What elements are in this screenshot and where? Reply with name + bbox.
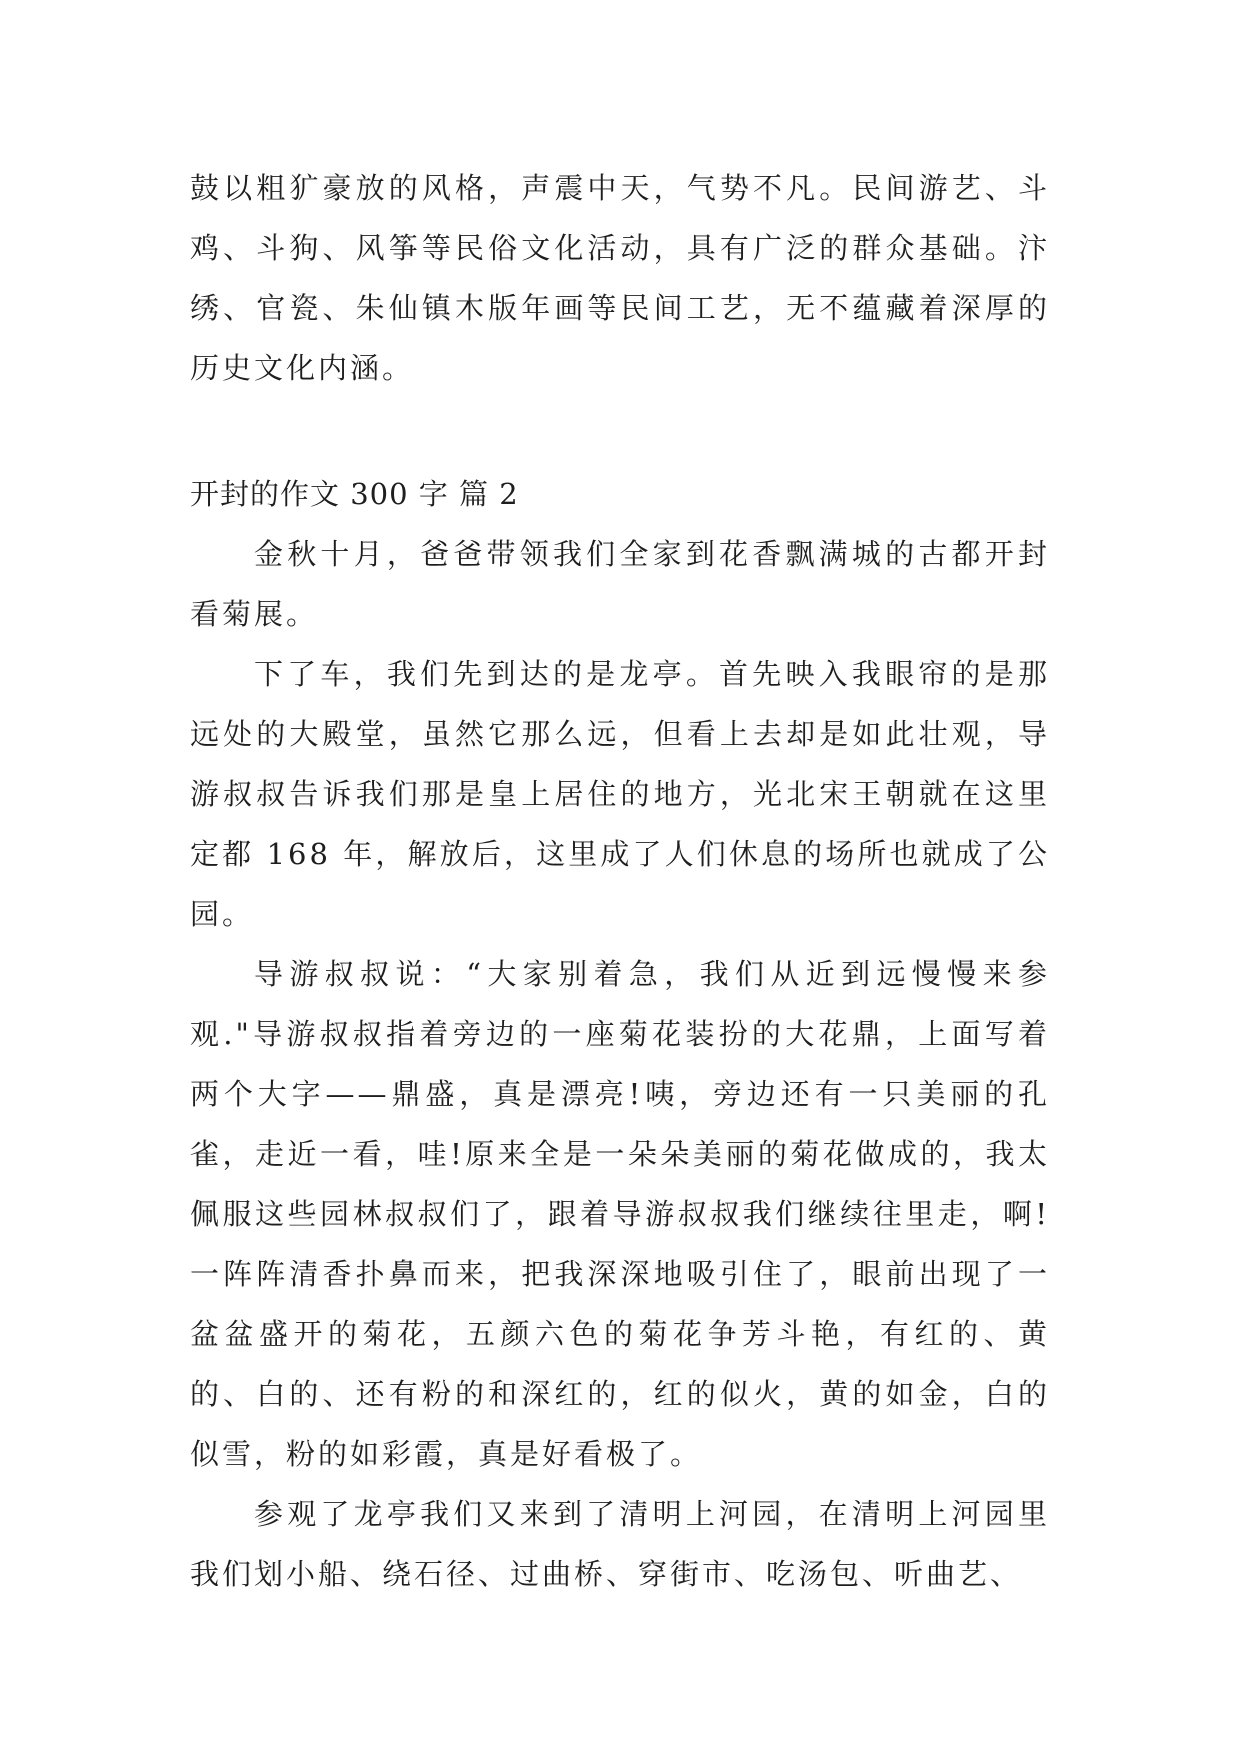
- section-spacer: [190, 398, 1050, 464]
- paragraph-3: 导游叔叔说：“大家别着急，我们从近到远慢慢来参观."导游叔叔指着旁边的一座菊花装扮的大花鼎，上面写着两个大字——鼎盛，真是漂亮!咦，旁边还有一只美丽的孔雀，走近一看，哇!原来全是一朵朵美丽的菊花做成的，我太佩服这些园林叔叔们了，跟着导游叔叔我们继续往里走，啊!一阵阵清香扑鼻而来，把我深深地吸引住了，眼前出现了一盆盆盛开的菊花，五颜六色的菊花争芳斗艳，有红的、黄的、白的、还有粉的和深红的，红的似火，黄的如金，白的似雪，粉的如彩霞，真是好看极了。: [190, 957, 1050, 1471]
- continuation-paragraph: 鼓以粗犷豪放的风格，声震中天，气势不凡。民间游艺、斗鸡、斗狗、风筝等民俗文化活动，具有广泛的群众基础。汴绣、官瓷、朱仙镇木版年画等民间工艺，无不蕴藏着深厚的历史文化内涵。: [190, 171, 1050, 385]
- paragraph-1: 金秋十月，爸爸带领我们全家到花香飘满城的古都开封看菊展。: [190, 537, 1050, 631]
- paragraph-2: 下了车，我们先到达的是龙亭。首先映入我眼帘的是那远处的大殿堂，虽然它那么远，但看上去却是如此壮观，导游叔叔告诉我们那是皇上居住的地方，光北宋王朝就在这里定都 168 年，解放后，这里成了人们休息的场所也就成了公园。: [190, 657, 1050, 931]
- document-body: [190, 158, 1050, 1604]
- paragraph-4: 参观了龙亭我们又来到了清明上河园，在清明上河园里我们划小船、绕石径、过曲桥、穿街市、吃汤包、听曲艺、: [190, 1497, 1050, 1591]
- section-title: 开封的作文 300 字 篇 2: [190, 477, 519, 511]
